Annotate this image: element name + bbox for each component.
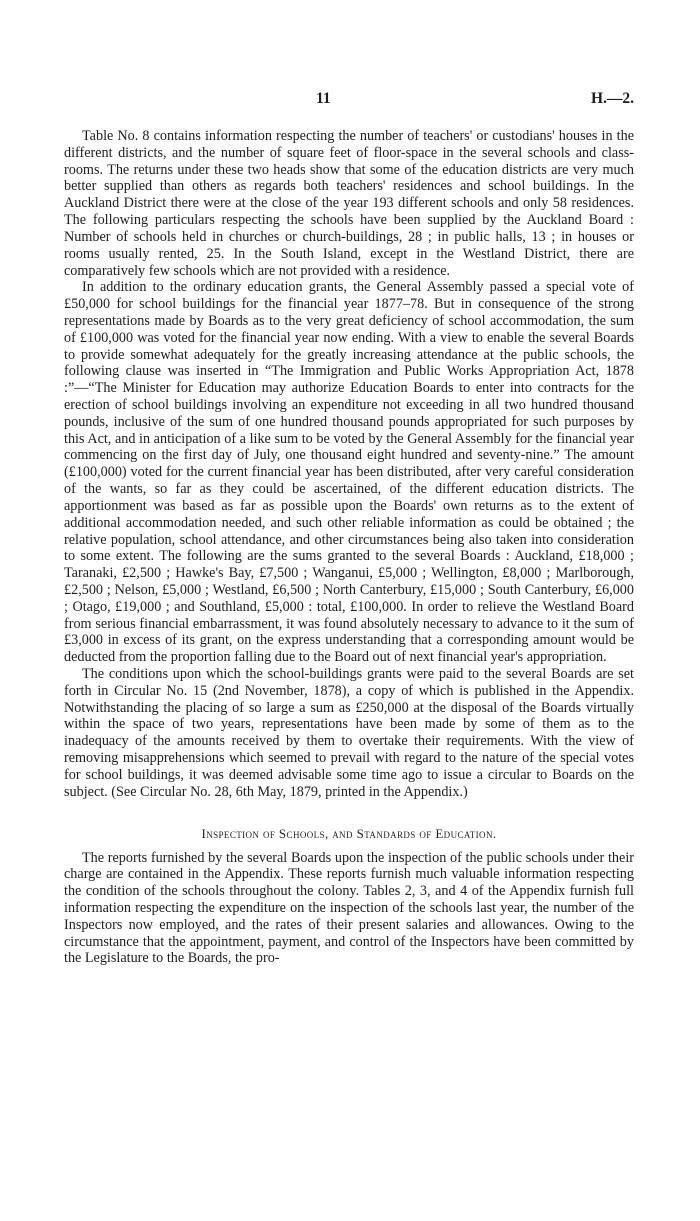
- paragraph-grant-conditions: The conditions upon which the school-buildings grants were paid to the several Boards are set forth in Circular No. 15 (2nd November, 1878), a copy of which is published in the Appendix. Notwithstanding the placing of so large a sum as £250,000 at the disposal of the Boards virtually within the space of two years, representations have been made by some of them as to the inadequacy of the amounts received by them to overtake their requirements. With the view of removing misapprehensions which seemed to prevail with regard to the nature of the special votes for school buildings, it was deemed advisable some time ago to issue a circular to Boards on the subject. (See Circular No. 28, 6th May, 1879, printed in the Appendix.): [64, 666, 634, 800]
- paragraph-building-grants: In addition to the ordinary education grants, the General Assembly passed a special vote of £50,000 for school buildings for the financial year 1877–78. But in consequence of the strong representations made by Boards as to the very great deficiency of school accommodation, the sum of £100,000 was voted for the financial year now ending. With a view to enable the several Boards to provide somewhat adequately for the greatly increasing attendance at the public schools, the following clause was inserted in “The Immigration and Public Works Appropriation Act, 1878 :”—“The Minister for Education may authorize Education Boards to enter into contracts for the erection of school buildings involving an expenditure not exceeding in all two hundred thousand pounds, inclusive of the sum of one hundred thousand pounds appropriated for such purposes by this Act, and in anticipation of a like sum to be voted by the General Assembly for the financial year commencing on the first day of July, one thousand eight hundred and seventy-nine.” The amount (£100,000) voted for the current financial year has been distributed, after very careful consideration of the wants, so far as they could be ascertained, of the different education districts. The apportionment was based as far as possible upon the Boards' own returns as to the extent of additional accommodation needed, and such other reliable information as could be obtained ; the relative population, school attendance, and other circumstances being also taken into consideration to some extent. The following are the sums granted to the several Boards : Auckland, £18,000 ; Taranaki, £2,500 ; Hawke's Bay, £7,500 ; Wanganui, £5,000 ; Wellington, £8,000 ; Marlborough, £2,500 ; Nelson, £5,000 ; Westland, £6,500 ; North Canterbury, £15,000 ; South Canterbury, £6,000 ; Otago, £19,000 ; and Southland, £5,000 : total, £100,000. In order to relieve the Westland Board from serious financial embarrassment, it was found absolutely necessary to advance to it the sum of £3,000 in excess of its grant, on the express understanding that a corresponding amount would be deducted from the proportion falling due to the Board out of next financial year's appropriation.: [64, 279, 634, 666]
- page-header: [64, 90, 634, 112]
- page-number: 11: [316, 90, 331, 107]
- document-page: [64, 90, 634, 967]
- section-heading-inspection: Inspection of Schools, and Standards of Education.: [201, 825, 497, 841]
- paragraph-teachers-houses: Table No. 8 contains information respecting the number of teachers' or custodians' houses in the different districts, and the number of square feet of floor-space in the several schools and class-rooms. The returns under these two heads show that some of the education districts are very much better supplied than others as regards both teachers' residences and school buildings. In the Auckland District there were at the close of the year 193 different schools and only 58 residences. The following particulars respecting the schools have been supplied by the Auckland Board : Number of schools held in churches or church-buildings, 28 ; in public halls, 13 ; in houses or rooms usually rented, 25. In the South Island, except in the Westland District, there are comparatively few schools which are not provided with a residence.: [64, 128, 634, 279]
- document-reference: H.—2.: [590, 90, 634, 107]
- paragraph-inspection-reports: The reports furnished by the several Boards upon the inspection of the public schools under their charge are contained in the Appendix. These reports furnish much valuable information respecting the condition of the schools throughout the colony. Tables 2, 3, and 4 of the Appendix furnish full information respecting the expenditure on the inspection of the schools last year, the number of the Inspectors now employed, and the rates of their present salaries and allowances. Owing to the circumstance that the appointment, payment, and control of the Inspectors have been committed by the Legislature to the Boards, the pro-: [64, 849, 634, 967]
